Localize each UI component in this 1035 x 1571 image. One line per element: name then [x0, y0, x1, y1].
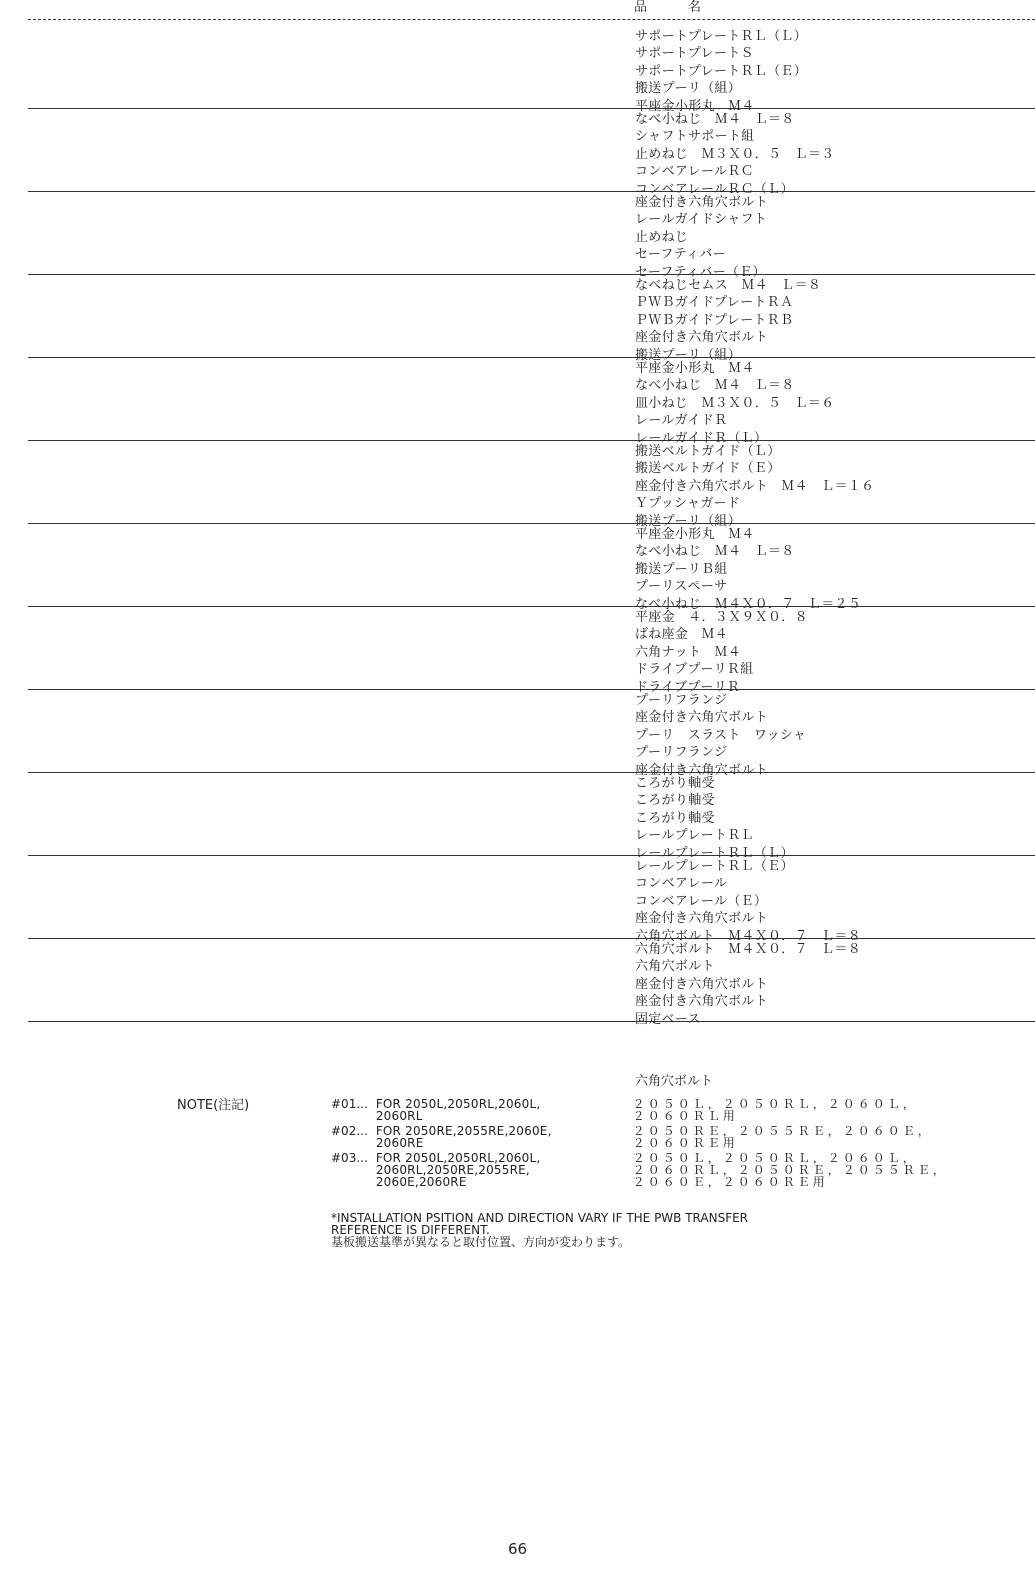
part-name-row: コンベアレール（Ｅ）	[635, 893, 768, 909]
note-english-text: FOR 2050L,2050RL,2060L, 2060RL,2050RE,2055RE, 2060E,2060RE	[375, 1151, 541, 1189]
part-name-row: 平座金 ４．３Ｘ９Ｘ０．８	[635, 610, 808, 625]
part-name-row: 座金付き六角穴ボルト	[635, 976, 769, 992]
part-name-row: レールガイドＲ	[635, 413, 728, 429]
part-name-row: 搬送プーリ（組）	[635, 81, 742, 97]
part-name-row: 固定ベース	[635, 1011, 701, 1027]
parts-group	[28, 607, 1035, 695]
part-name-row: 六角ナット Ｍ４	[635, 644, 742, 660]
part-name-row: なべ小ねじ Ｍ４ Ｌ＝８	[635, 378, 795, 394]
part-name-row: 座金付き六角穴ボルト	[635, 994, 769, 1010]
part-name-row: レールプレートＲＬ（Ｅ）	[635, 859, 794, 874]
note-english-text: FOR 2050RE,2055RE,2060E, 2060RE	[375, 1124, 552, 1150]
part-name-row: レールガイドＲ（Ｌ）	[635, 430, 768, 446]
installation-note-line: REFERENCE IS DIFFERENT.	[331, 1223, 490, 1237]
part-name-row: ドライブプーリＲ組	[635, 662, 754, 678]
part-name-row: レールプレートＲＬ	[635, 828, 754, 844]
part-name-row: コンベアレール	[635, 876, 728, 892]
parts-group	[28, 109, 1035, 197]
part-name-row: レールプレートＲＬ（Ｌ）	[635, 845, 794, 861]
part-name-row: シャフトサポート組	[635, 129, 755, 145]
part-name-row: 皿小ねじ Ｍ３Ｘ０．５ Ｌ＝６	[635, 395, 835, 411]
note-item	[331, 1152, 1031, 1188]
part-name-row: なべ小ねじ Ｍ４ Ｌ＝８	[635, 112, 795, 127]
parts-group	[28, 690, 1035, 778]
note-item	[331, 1125, 1031, 1149]
part-name-row: プーリ スラスト ワッシャ	[635, 727, 807, 743]
installation-note	[331, 1212, 981, 1248]
part-name-row: プーリフランジ	[635, 745, 728, 761]
part-name-row: プーリフランジ	[635, 693, 728, 708]
part-name-row: 平座金小形丸 Ｍ４	[635, 361, 755, 376]
part-name-row: 搬送プーリ（組）	[635, 347, 742, 363]
part-name-row: ころがり軸受	[635, 810, 715, 826]
installation-note-line: 基板搬送基準が異なると取付位置、方向が変わります。	[331, 1235, 631, 1249]
parts-group	[28, 939, 1035, 1027]
note-label: NOTE(注記)	[177, 1098, 250, 1113]
header-dashed-divider	[28, 19, 1035, 20]
part-name-row: 平座金小形丸 Ｍ４	[635, 98, 755, 114]
parts-list-table	[28, 26, 1035, 1027]
part-name-row: プーリスペーサ	[635, 579, 728, 595]
part-name-row: ころがり軸受	[635, 776, 715, 791]
part-name-row: なべ小ねじ Ｍ４ Ｌ＝８	[635, 544, 795, 560]
parts-group	[28, 441, 1035, 529]
notes-list	[331, 1098, 1031, 1191]
parts-group	[28, 856, 1035, 944]
note-id: #01...	[331, 1097, 368, 1111]
note-english-text: FOR 2050L,2050RL,2060L, 2060RL	[375, 1097, 541, 1123]
part-name-row: ＰＷＢガイドプレートＲＢ	[635, 312, 794, 328]
note-japanese-text: ２０５０Ｌ，２０５０ＲＬ，２０６０Ｌ， ２０６０ＲＬ用	[632, 1097, 918, 1123]
part-name-row: レールガイドシャフト	[635, 212, 768, 228]
installation-note-line: *INSTALLATION PSITION AND DIRECTION VARY IF THE PWB TRANSFER	[331, 1211, 749, 1225]
part-name-row: 止めねじ Ｍ３Ｘ０．５ Ｌ＝３	[635, 146, 835, 162]
parts-group	[28, 358, 1035, 446]
part-name-row: なべ小ねじ Ｍ４Ｘ０．７ Ｌ＝２５	[635, 596, 862, 612]
part-name-row: 搬送ベルトガイド（Ｅ）	[635, 461, 781, 477]
part-name-row: ばね座金 Ｍ４	[635, 627, 729, 643]
note-japanese-text: ２０５０Ｌ，２０５０ＲＬ，２０６０Ｌ， ２０６０ＲＬ，２０５０ＲＥ，２０５５ＲＥ， ２０６０Ｅ，２０６０ＲＥ用	[632, 1151, 948, 1189]
parts-group	[28, 26, 1035, 114]
part-name-row: コンベアレールＲＣ	[635, 164, 754, 180]
page-number: 66	[507, 1540, 528, 1558]
part-name-row: 搬送プーリＢ組	[635, 561, 728, 577]
part-name-row: 座金付き六角穴ボルト	[635, 195, 769, 210]
part-name-row: 座金付き六角穴ボルト	[635, 710, 769, 726]
part-name-row: 搬送プーリ（組）	[635, 513, 742, 529]
note-id: #02...	[331, 1124, 368, 1138]
part-name-row: 座金付き六角穴ボルト	[635, 911, 769, 927]
parts-group	[28, 275, 1035, 363]
part-name-row: 平座金小形丸 Ｍ４	[635, 527, 755, 542]
part-name-row: コンベアレールＲＣ（Ｌ）	[635, 181, 794, 197]
part-name-row: 六角穴ボルト	[635, 959, 715, 975]
part-name-row: サポートプレートＲＬ（Ｅ）	[635, 63, 807, 79]
parts-group	[28, 524, 1035, 612]
parts-group	[28, 192, 1035, 280]
note-item	[331, 1098, 1031, 1122]
part-name-row: 座金付き六角穴ボルト	[635, 330, 769, 346]
note-id: #03...	[331, 1151, 368, 1165]
part-name-row: セーフティバー	[635, 247, 726, 263]
parts-group	[28, 773, 1035, 861]
parts-list-last-row: 六角穴ボルト	[635, 1074, 714, 1089]
part-name-row: サポートプレートＲＬ（Ｌ）	[635, 29, 807, 44]
part-name-row: ドライブプーリＲ	[635, 679, 741, 695]
part-name-row: 座金付き六角穴ボルト Ｍ４ Ｌ＝１６	[635, 478, 875, 494]
part-name-row: 止めねじ	[635, 229, 689, 245]
part-name-row: サポートプレートＳ	[635, 46, 754, 62]
part-name-row: 六角穴ボルト Ｍ４Ｘ０．７ Ｌ＝８	[635, 942, 862, 957]
part-name-row: 座金付き六角穴ボルト	[635, 762, 769, 778]
part-name-row: Ｙプッシャガード	[635, 496, 741, 512]
part-name-row: 六角穴ボルト Ｍ４Ｘ０．７ Ｌ＝８	[635, 928, 862, 944]
part-name-row: ころがり軸受	[635, 793, 715, 809]
column-header-part-name: 品 名	[634, 0, 716, 15]
part-name-row: ＰＷＢガイドプレートＲＡ	[635, 295, 794, 311]
part-name-row: なべねじセムス Ｍ４ Ｌ＝８	[635, 278, 822, 293]
part-name-row: 搬送ベルトガイド（Ｌ）	[635, 444, 781, 459]
note-japanese-text: ２０５０ＲＥ，２０５５ＲＥ，２０６０Ｅ， ２０６０ＲＥ用	[632, 1124, 933, 1150]
part-name-row: セーフティバー（Ｅ）	[635, 264, 766, 280]
